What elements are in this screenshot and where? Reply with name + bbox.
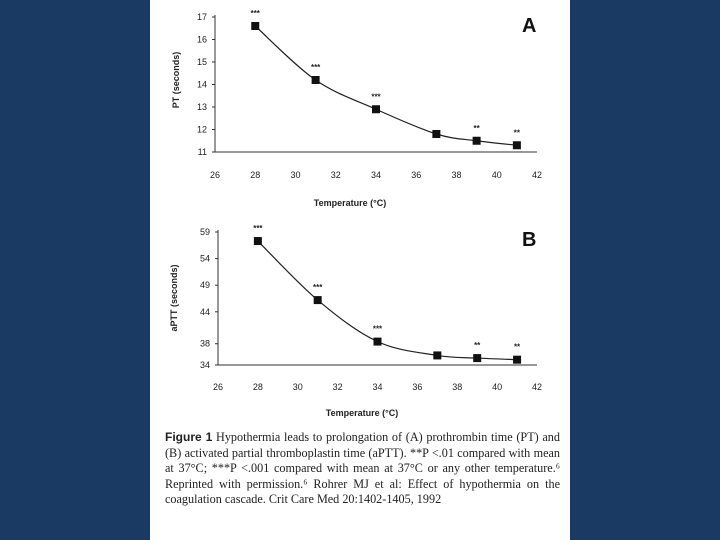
y-tick-label: 34 (199, 360, 210, 370)
x-tick-label: 26 (209, 170, 221, 180)
x-tick-label: 36 (412, 382, 423, 392)
x-tick-label: 40 (491, 170, 502, 180)
x-tick-label: 42 (531, 170, 543, 180)
data-point-a (251, 22, 259, 30)
significance-label: ** (513, 128, 520, 138)
x-tick-label: 28 (250, 170, 261, 180)
x-tick-label: 34 (372, 382, 383, 392)
y-tick-label: 54 (199, 253, 210, 264)
panel-label-b: B (522, 229, 537, 251)
data-point-b (374, 338, 382, 346)
figure-caption (165, 430, 560, 508)
figure-label: Figure 1 (165, 430, 213, 444)
x-tick-label: 42 (531, 382, 543, 392)
chart-panel-b (169, 224, 542, 418)
x-tick-label: 38 (452, 382, 463, 392)
significance-label: ** (473, 123, 480, 133)
x-tick-label: 32 (330, 170, 341, 180)
y-axis-title-b: aPTT (seconds) (169, 264, 179, 332)
data-point-a (513, 141, 521, 149)
data-point-b (473, 354, 481, 362)
significance-label: ** (513, 342, 521, 352)
significance-label: *** (253, 224, 263, 234)
significance-label: *** (250, 9, 260, 18)
data-point-b (254, 237, 262, 245)
y-tick-label: 13 (196, 102, 207, 112)
x-tick-label: 30 (290, 170, 301, 180)
significance-label: *** (313, 283, 323, 293)
significance-label: *** (371, 92, 381, 102)
data-point-b (314, 296, 322, 304)
x-tick-label: 30 (292, 382, 303, 392)
x-tick-label: 40 (492, 382, 503, 392)
x-tick-label: 26 (212, 382, 224, 392)
panel-label-a: A (522, 15, 537, 37)
x-axis-title-b: Temperature (°C) (325, 408, 399, 418)
y-tick-label: 14 (196, 79, 207, 90)
chart-panel-a (171, 9, 542, 208)
y-tick-label: 11 (197, 147, 207, 157)
y-tick-label: 15 (196, 57, 207, 67)
y-axis-title-a: PT (seconds) (171, 51, 181, 109)
significance-label: *** (310, 63, 321, 72)
data-point-a (432, 130, 440, 138)
data-point-a (473, 137, 481, 145)
x-tick-label: 28 (252, 382, 263, 392)
x-tick-label: 34 (370, 170, 382, 180)
y-tick-label: 49 (199, 280, 210, 291)
caption-text: Hypothermia leads to prolongation of (A) prothrombin time (PT) and (B) activated partial thromboplastin time (aPTT). **P <.01 compared with mean at 37°C; ***P <.001 compared with mean at 37°C or any other temperature.⁶ Reprinted with permission.⁶ Rohrer MJ et al: Effect of hypothermia on the coagulation cascade. Crit Care Med 20:1402-1405, 1992 (165, 430, 560, 507)
x-axis-title-a: Temperature (°C) (313, 198, 387, 208)
y-tick-label: 44 (199, 306, 210, 317)
y-tick-label: 12 (196, 124, 207, 135)
x-tick-label: 38 (451, 170, 462, 180)
significance-label: ** (474, 341, 481, 351)
data-point-b (433, 351, 441, 359)
significance-label: *** (372, 324, 383, 334)
data-point-a (372, 105, 380, 113)
x-tick-label: 32 (332, 382, 343, 392)
x-tick-label: 36 (411, 170, 422, 180)
y-tick-label: 38 (199, 338, 210, 349)
y-tick-label: 16 (196, 34, 207, 45)
data-point-a (312, 76, 320, 84)
y-tick-label: 59 (199, 227, 210, 237)
data-point-b (513, 356, 521, 364)
y-tick-label: 17 (196, 12, 207, 22)
